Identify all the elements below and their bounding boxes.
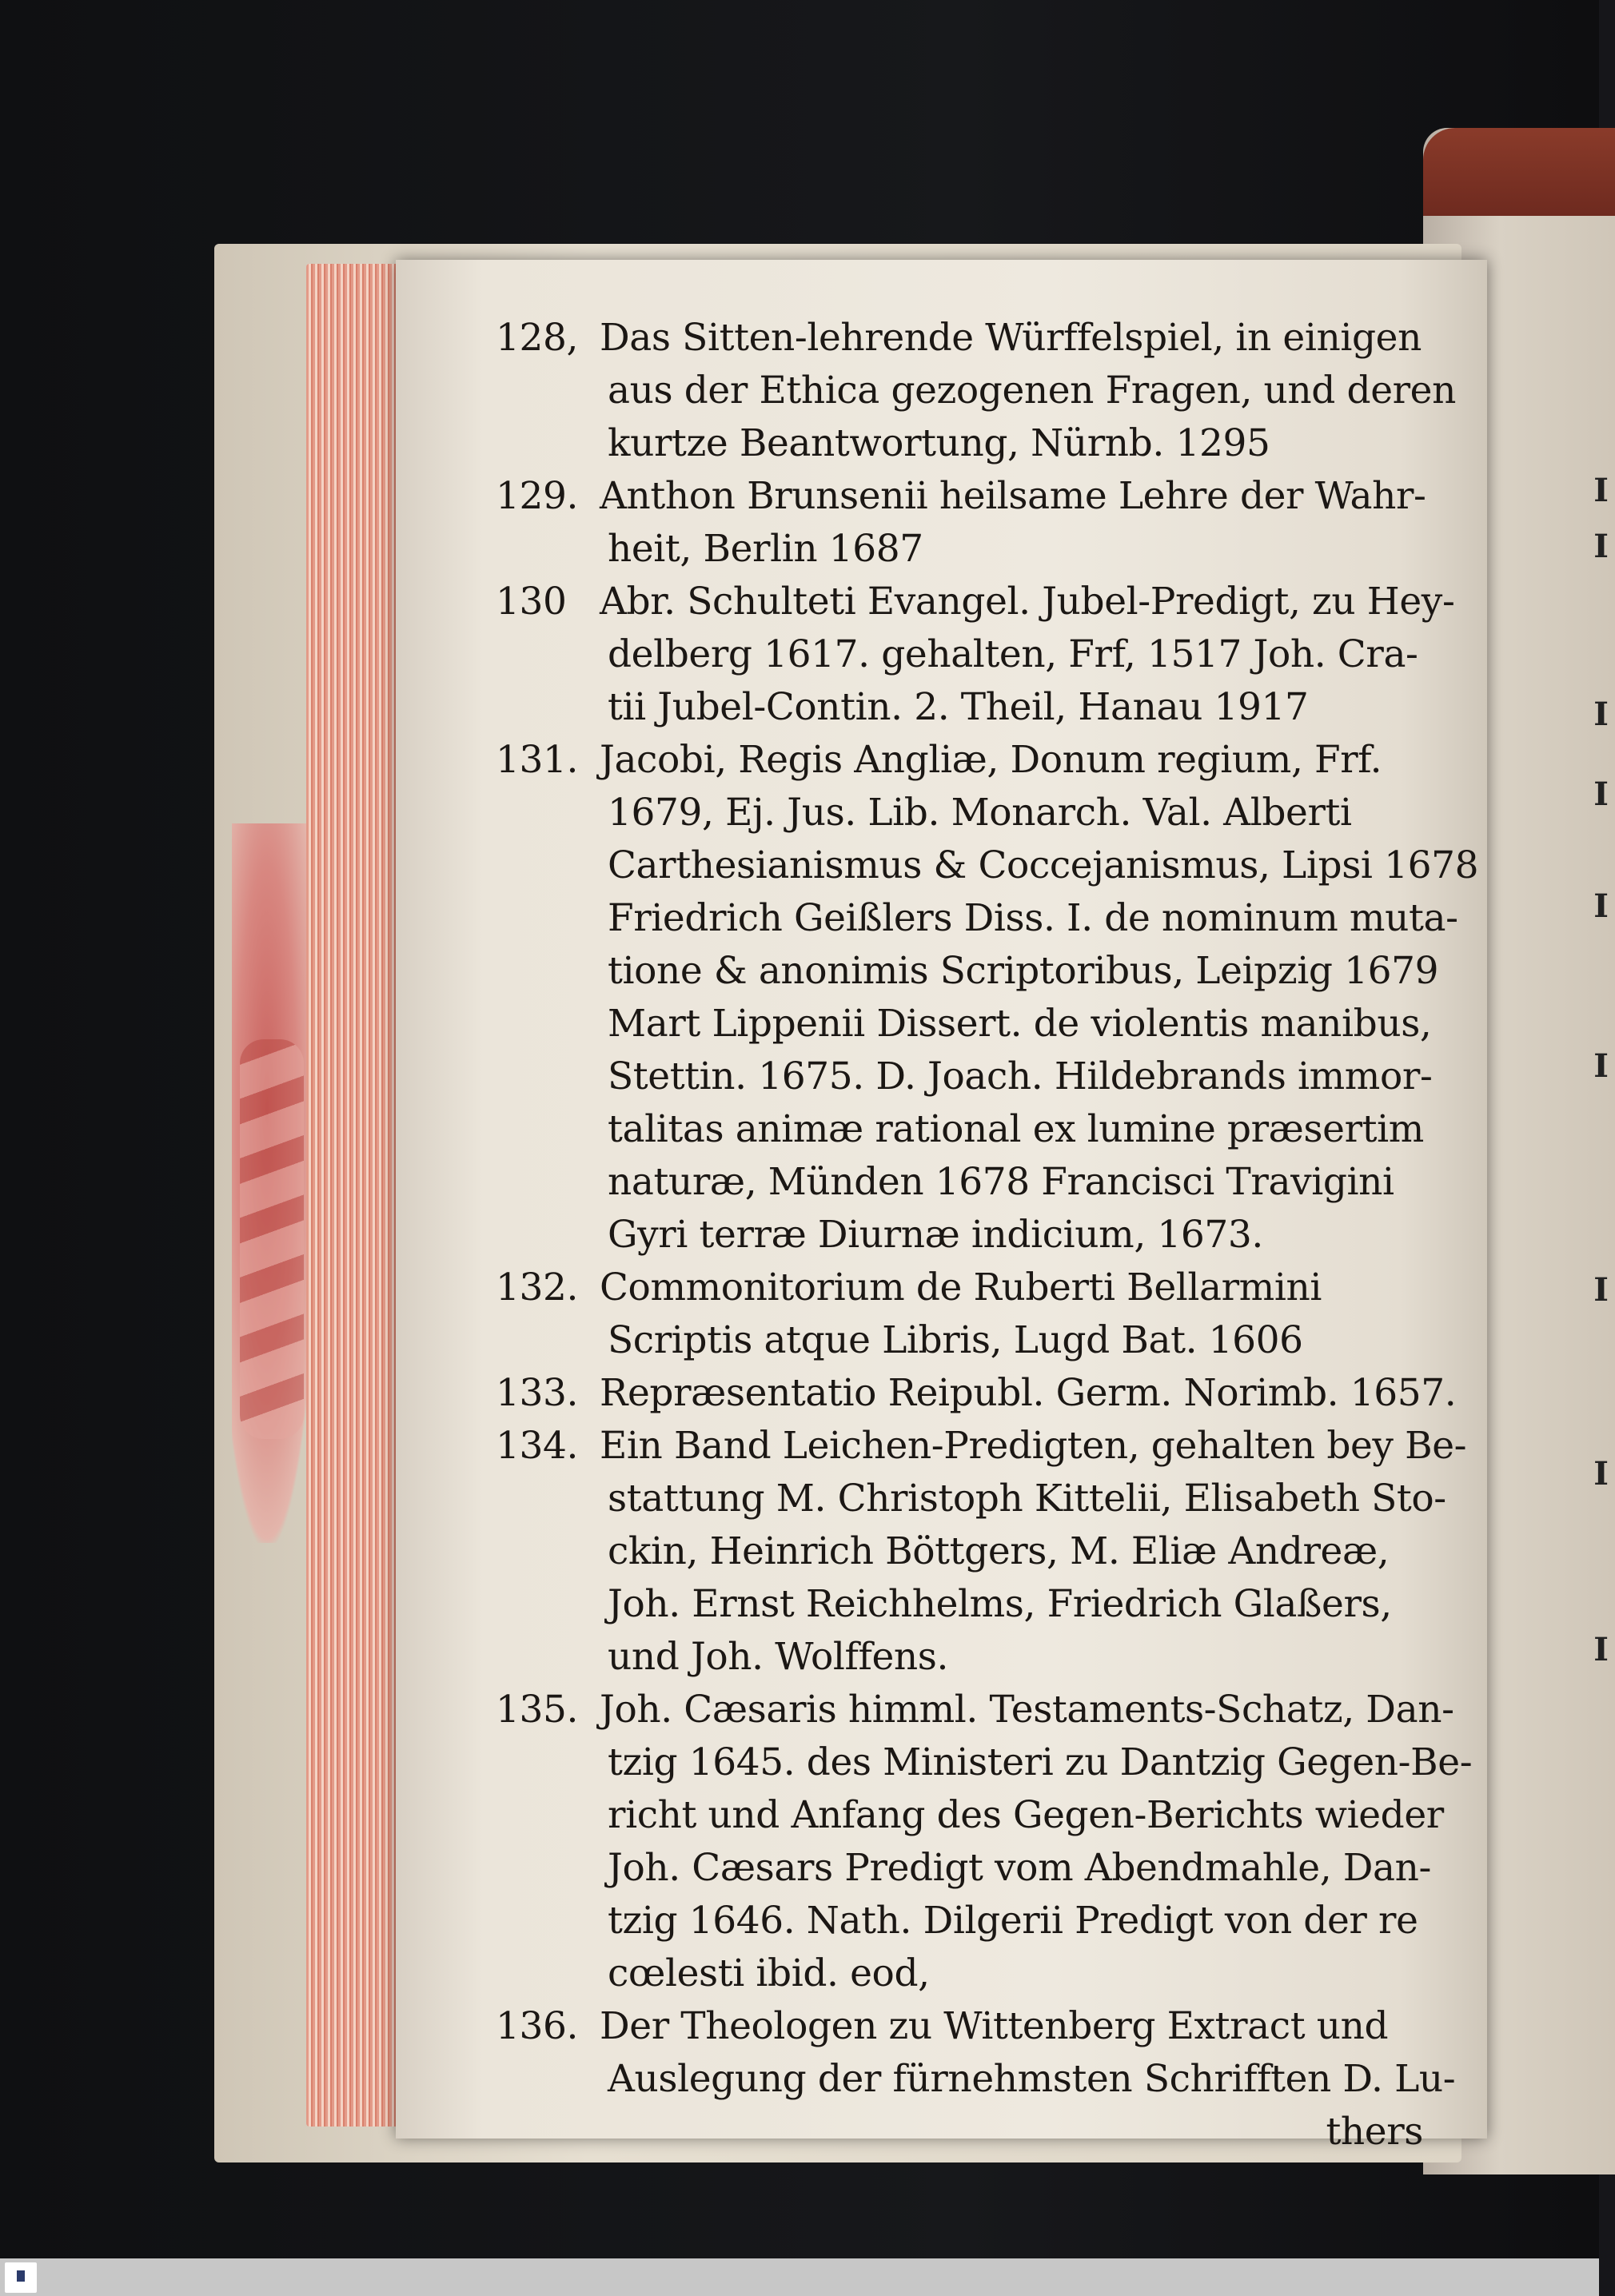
entry-number: 131. — [496, 738, 579, 782]
entry-text: Der Theologen zu Wittenberg Extract und — [600, 2004, 1389, 2048]
entry-line — [496, 2053, 1456, 2106]
adjacent-page-mark: I — [1593, 887, 1609, 925]
entry-line — [496, 1525, 1439, 1578]
entry-text: Carthesianismus & Coccejanismus, Lipsi 1678 — [608, 843, 1479, 887]
entry-line — [496, 1103, 1439, 1156]
entry-first-line — [496, 576, 1455, 628]
entry-first-line — [496, 1262, 1439, 1314]
entry-line — [496, 1789, 1444, 1842]
adjacent-page-mark: I — [1593, 775, 1609, 813]
entry-line — [496, 1209, 1439, 1262]
entry-text: Ein Band Leichen-Predigten, gehalten bey Be- — [600, 1424, 1467, 1468]
adjacent-page-mark: I — [1593, 528, 1609, 565]
entry-text: Joh. Ernst Reichhelms, Friedrich Glaßers, — [608, 1582, 1392, 1626]
entry-text: Friedrich Geißlers Diss. I. de nominum muta- — [608, 896, 1458, 940]
entry-text: tzig 1645. des Ministeri zu Dantzig Gegen-Be- — [608, 1740, 1473, 1784]
entry-text: tii Jubel-Contin. 2. Theil, Hanau 1917 — [608, 685, 1309, 729]
entry-line — [496, 787, 1439, 839]
entry-number: 136. — [496, 2004, 579, 2048]
marbled-endpaper-pattern — [240, 1039, 304, 1439]
page-text — [496, 312, 1479, 2158]
entry-line — [496, 945, 1439, 998]
entry-first-line — [496, 1420, 1467, 1473]
entry-text: Anthon Brunsenii heilsame Lehre der Wahr- — [600, 474, 1426, 518]
entry-line — [496, 998, 1439, 1050]
entry-number: 134. — [496, 1424, 579, 1468]
entry-number: 130 — [496, 580, 567, 624]
adjacent-page-mark: I — [1593, 1047, 1609, 1085]
entry-text: Gyri terræ Diurnæ indicium, 1673. — [608, 1213, 1263, 1257]
entry-text: Abr. Schulteti Evangel. Jubel-Predigt, zu Hey- — [600, 580, 1455, 624]
entry-line — [496, 365, 1456, 417]
adjacent-page-mark: I — [1593, 696, 1609, 733]
entry-first-line — [496, 470, 1439, 523]
entry-line — [496, 1050, 1439, 1103]
entry-number: 128, — [496, 316, 579, 360]
entry-line — [496, 1473, 1446, 1525]
entry-text: naturæ, Münden 1678 Francisci Travigini — [608, 1160, 1394, 1204]
entry-text: talitas animæ rational ex lumine præsertim — [608, 1107, 1424, 1151]
entry-line — [496, 681, 1439, 734]
entry-text: richt und Anfang des Gegen-Berichts wieder — [608, 1793, 1444, 1837]
book-spine-band — [1423, 128, 1615, 216]
entry-first-line — [496, 2000, 1439, 2053]
entry-text: aus der Ethica gezogenen Fragen, und deren — [608, 369, 1456, 413]
entry-line — [496, 628, 1439, 681]
entry-text: Repræsentatio Reipubl. Germ. Norimb. 1657. — [600, 1371, 1457, 1415]
entry-line — [496, 892, 1458, 945]
entry-text: tione & anonimis Scriptoribus, Leipzig 1679 — [608, 949, 1439, 993]
entry-text: ckin, Heinrich Böttgers, M. Eliæ Andreæ, — [608, 1529, 1390, 1573]
entry-line — [496, 523, 1439, 576]
library-logo-icon — [5, 2262, 37, 2293]
entry-line — [496, 1947, 1439, 2000]
viewer-footer-bar — [0, 2258, 1599, 2296]
entry-text: Mart Lippenii Dissert. de violentis manibus, — [608, 1002, 1432, 1046]
entry-text: Commonitorium de Ruberti Bellarmini — [600, 1266, 1322, 1309]
entry-text: cœlesti ibid. eod, — [608, 1951, 930, 1995]
entry-first-line — [496, 734, 1439, 787]
entry-line — [496, 1842, 1439, 1895]
adjacent-page-mark: I — [1593, 1631, 1609, 1668]
entry-text: Joh. Cæsaris himml. Testaments-Schatz, Dan- — [600, 1688, 1454, 1732]
adjacent-page-mark: I — [1593, 1271, 1609, 1309]
entry-text: Scriptis atque Libris, Lugd Bat. 1606 — [608, 1318, 1303, 1362]
adjacent-page-mark: I — [1593, 472, 1609, 509]
entry-first-line — [496, 1367, 1457, 1420]
entry-text: stattung M. Christoph Kittelii, Elisabeth Sto- — [608, 1477, 1446, 1521]
entry-text: 1679, Ej. Jus. Lib. Monarch. Val. Alberti — [608, 791, 1352, 835]
entry-line — [496, 1156, 1439, 1209]
entry-text: tzig 1646. Nath. Dilgerii Predigt von der re — [608, 1899, 1418, 1943]
entry-text: delberg 1617. gehalten, Frf, 1517 Joh. Cra- — [608, 632, 1418, 676]
entry-line — [496, 1631, 1439, 1684]
entry-line — [496, 1314, 1439, 1367]
entry-number: 129. — [496, 474, 579, 518]
adjacent-page-marks — [1585, 472, 1609, 2071]
entry-line — [496, 417, 1439, 470]
entry-number: 132. — [496, 1266, 579, 1309]
page-edges — [306, 264, 402, 2127]
entry-text: Jacobi, Regis Angliæ, Donum regium, Frf. — [600, 738, 1382, 782]
entry-text: heit, Berlin 1687 — [608, 527, 923, 571]
catchword: thers — [1326, 2110, 1423, 2154]
entry-text: Joh. Cæsars Predigt vom Abendmahle, Dan- — [608, 1846, 1432, 1890]
entry-line — [496, 1895, 1439, 1947]
entry-text: und Joh. Wolffens. — [608, 1635, 949, 1679]
entry-text: kurtze Beantwortung, Nürnb. 1295 — [608, 421, 1270, 465]
entry-number: 135. — [496, 1688, 579, 1732]
entry-first-line — [496, 312, 1439, 365]
entry-number: 133. — [496, 1371, 579, 1415]
adjacent-page-mark: I — [1593, 1455, 1609, 1493]
entry-line — [496, 1736, 1473, 1789]
entry-line — [496, 839, 1479, 892]
entry-text: Stettin. 1675. D. Joach. Hildebrands immor- — [608, 1054, 1433, 1098]
entry-line — [496, 1578, 1439, 1631]
entry-text: Das Sitten-lehrende Würffelspiel, in einigen — [600, 316, 1422, 360]
entry-first-line — [496, 1684, 1454, 1736]
entry-text: Auslegung der fürnehmsten Schrifften D. Lu- — [608, 2057, 1456, 2101]
